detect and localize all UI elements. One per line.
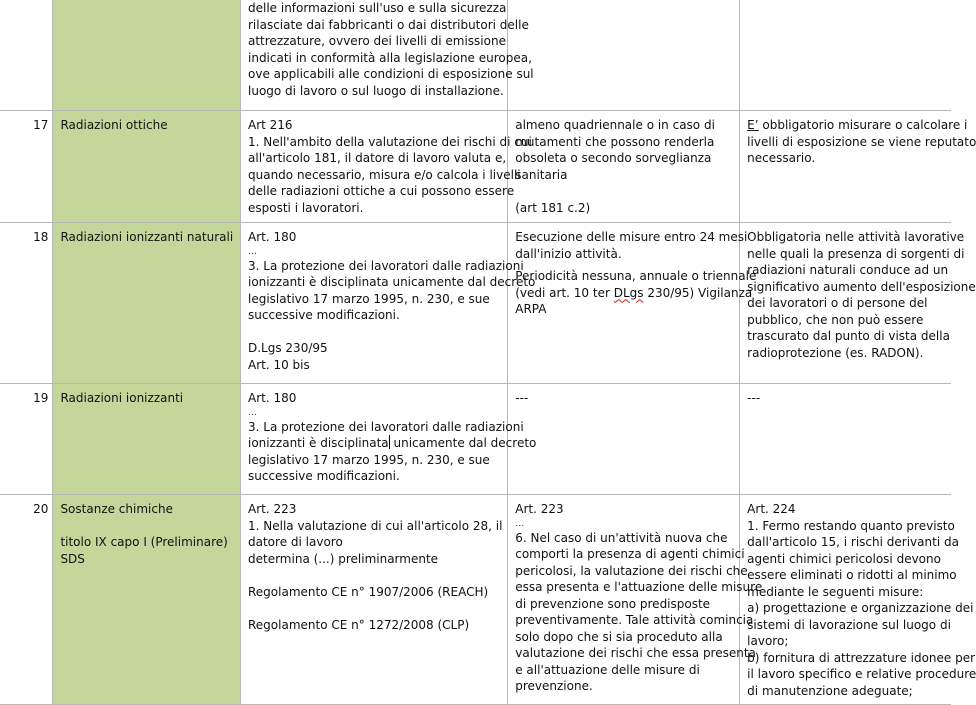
text-line: solo dopo che si sia proceduto alla (515, 629, 723, 644)
measurement-cell (740, 223, 976, 384)
row-number-cell (0, 0, 53, 111)
text-line: 1. Nella valutazione di cui all'articolo 28, il (248, 518, 503, 533)
text-line: mutamenti che possono renderla (515, 134, 715, 149)
article-title: Art. 180 (248, 391, 297, 405)
text-line: Periodicità nessuna, annuale o triennale (515, 269, 757, 283)
regulation-reference: Regolamento CE n° 1272/2008 (CLP) (248, 617, 470, 632)
topic-title: Radiazioni ionizzanti (60, 391, 184, 405)
legal-reference-cell (241, 111, 532, 223)
text-line: sanitaria (515, 167, 568, 182)
text-line: quando necessario, misura e/o calcola i livelli (248, 167, 521, 182)
legal-reference-cell (241, 0, 534, 111)
text-line: il lavoro specifico e relative procedure (747, 667, 976, 681)
text-line: Art. 10 bis (248, 357, 310, 372)
spelling-error-word: DLgs (613, 285, 644, 300)
text-line: mediante le seguenti misure: (747, 584, 924, 599)
text-line: essa presenta e l'attuazione delle misure (515, 580, 763, 594)
row-number-cell: 19 (0, 384, 53, 495)
text-line: e all'attuazione delle misure di (515, 662, 700, 677)
text-line: di manutenzione adeguate; (747, 683, 913, 698)
frequency-cell (508, 111, 740, 223)
table-row (0, 0, 951, 111)
text-line: ionizzanti è disciplinata unicamente dal decreto (248, 275, 536, 289)
text-line: datore di lavoro (248, 535, 343, 549)
topic-cell (53, 0, 241, 111)
frequency-cell (508, 495, 763, 705)
text-line: almeno quadriennale o in caso di (515, 118, 715, 132)
text-line: attrezzature, ovvero dei livelli di emissione (248, 34, 506, 48)
topic-subtitle: titolo IX capo I (Preliminare) (60, 535, 228, 549)
text-line: trascurato dal punto di vista della (747, 329, 950, 343)
legal-reference-cell (241, 384, 537, 495)
blank-line (248, 567, 500, 584)
text-line: --- (515, 391, 529, 405)
article-title: Art. 223 (515, 502, 564, 516)
text-line: comporti la presenza di agenti chimici (515, 547, 745, 561)
text-line: radiazioni naturali conduce ad un (747, 263, 949, 277)
measurement-cell (740, 0, 951, 111)
article-title: Art 216 (248, 118, 293, 132)
text-line: luogo di lavoro o sul luogo di installazione. (248, 83, 504, 98)
article-title: Art. 224 (747, 502, 796, 516)
text-line: pericolosi, la valutazione dei rischi che (515, 563, 748, 578)
text-line: sistemi di lavorazione sul luogo di (747, 617, 951, 632)
text-line: successive modificazioni. (248, 469, 400, 483)
blank-line (60, 518, 233, 535)
text-line: successive modificazioni. (248, 308, 400, 322)
text-line: D.Lgs 230/95 (248, 341, 328, 355)
text-line: prevenzione. (515, 679, 593, 693)
table-row (0, 223, 951, 384)
frequency-cell (508, 0, 740, 111)
underlined-text: E’ (747, 118, 759, 132)
topic-title: Sostanze chimiche (60, 502, 173, 516)
ellipsis: … (248, 246, 257, 257)
topic-subtitle: SDS (60, 551, 85, 566)
text-line: valutazione dei rischi che essa presenta (515, 646, 756, 660)
row-number-cell: 18 (0, 223, 53, 384)
text-line: necessario. (747, 151, 816, 165)
article-title: Art. 223 (248, 502, 297, 516)
text-fragment: ionizzanti è disciplinata (248, 436, 389, 450)
blank-line (248, 324, 500, 341)
text-line: determina (...) preliminarmente (248, 551, 439, 566)
text-line: Obbligatoria nelle attività lavorative (747, 230, 965, 244)
text-line: significativo aumento dell'esposizione (747, 279, 976, 294)
text-line: livelli di esposizione se viene reputato (747, 134, 976, 149)
text-line: rilasciate dai fabbricanti o dai distributori delle (248, 17, 529, 32)
text-fragment: unicamente dal decreto (389, 436, 537, 450)
text-line: 3. La protezione dei lavoratori dalle radiazioni (248, 419, 524, 434)
blank-line (248, 600, 500, 617)
ellipsis: … (515, 518, 525, 529)
text-line: Esecuzione delle misure entro 24 mesi (515, 230, 748, 244)
text-line: dei lavoratori o di persone del (747, 296, 928, 310)
text-fragment: 230/95) Vigilanza (643, 285, 753, 300)
article-title: Art. 180 (248, 230, 297, 244)
topic-cell (53, 223, 241, 384)
text-line: radioprotezione (es. RADON). (747, 345, 924, 360)
legal-reference-cell (241, 495, 508, 705)
text-line: (art 181 c.2) (515, 200, 591, 215)
row-number-cell: 17 (0, 111, 53, 223)
text-line: pubblico, che non può essere (747, 312, 924, 327)
text-line (515, 285, 753, 302)
text-line: lavoro; (747, 634, 789, 648)
text-line: all'articolo 181, il datore di lavoro valuta e, (248, 151, 507, 165)
topic-cell (53, 384, 241, 495)
row-number-cell: 20 (0, 495, 53, 705)
text-line: delle radiazioni ottiche a cui possono essere (248, 184, 515, 198)
text-fragment: (vedi art. 10 ter (515, 285, 614, 300)
table-row (0, 495, 951, 705)
text-line: esposti i lavoratori. (248, 200, 364, 215)
text-fragment: obbligatorio misurare o calcolare i (758, 118, 968, 132)
text-line: agenti chimici pericolosi devono (747, 551, 941, 566)
text-line: dall'articolo 15, i rischi derivanti da (747, 535, 959, 549)
text-line: ove applicabili alle condizioni di esposizione sul (248, 67, 534, 81)
text-line (248, 435, 537, 452)
text-line: b) fornitura di attrezzature idonee per (747, 650, 976, 665)
text-line: dall'inizio attività. (515, 246, 622, 261)
text-line: indicati in conformità alla legislazione europea, (248, 50, 532, 65)
text-line (747, 117, 968, 134)
topic-cell (53, 495, 241, 705)
text-line: --- (747, 391, 761, 405)
text-line: 6. Nel caso di un'attività nuova che (515, 530, 728, 545)
topic-title: Radiazioni ionizzanti naturali (60, 230, 234, 244)
regulation-reference: Regolamento CE n° 1907/2006 (REACH) (248, 584, 489, 599)
text-line: ARPA (515, 302, 547, 316)
text-line: preventivamente. Tale attività comincia (515, 613, 754, 627)
table-row (0, 111, 951, 223)
topic-cell (53, 111, 241, 223)
blank-line (515, 183, 732, 200)
text-line: di prevenzione sono predisposte (515, 596, 711, 611)
table-row (0, 384, 951, 495)
text-line: a) progettazione e organizzazione dei (747, 601, 974, 615)
measurement-cell (740, 384, 951, 495)
text-line: essere eliminati o ridotti al minimo (747, 568, 957, 582)
text-line: legislativo 17 marzo 1995, n. 230, e sue (248, 452, 490, 467)
measurement-cell (740, 111, 976, 223)
text-line: delle informazioni sull'uso e sulla sicurezza (248, 1, 507, 15)
text-line: 1. Nell'ambito della valutazione dei rischi di cui (248, 134, 532, 149)
text-line: obsoleta o secondo sorveglianza (515, 151, 712, 165)
topic-title: Radiazioni ottiche (60, 118, 168, 132)
text-line: 3. La protezione dei lavoratori dalle radiazioni (248, 258, 524, 273)
text-line: legislativo 17 marzo 1995, n. 230, e sue (248, 291, 490, 306)
frequency-cell (508, 223, 757, 384)
frequency-cell (508, 384, 740, 495)
measurement-cell (740, 495, 976, 705)
text-line: nelle quali la presenza di sorgenti di (747, 246, 965, 261)
text-line: 1. Fermo restando quanto previsto (747, 518, 955, 533)
ellipsis: … (248, 407, 257, 418)
